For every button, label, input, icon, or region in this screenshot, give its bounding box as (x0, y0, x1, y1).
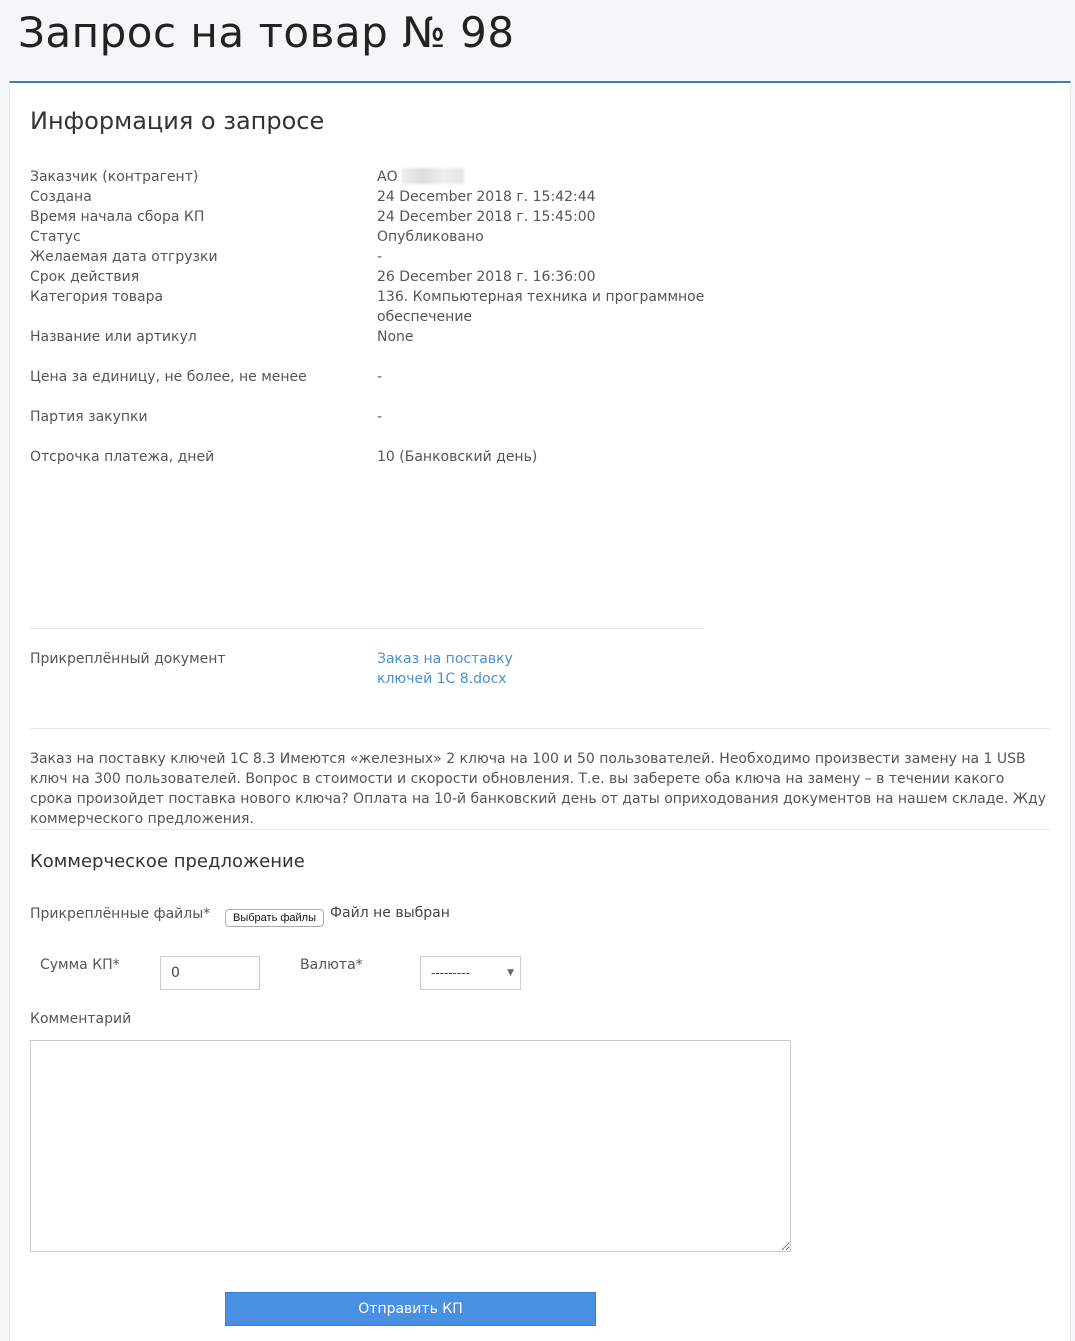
row-label: Желаемая дата отгрузки (30, 249, 218, 265)
row-value: - (377, 409, 383, 425)
attachment-link[interactable]: Заказ на поставку ключей 1С 8.docx (377, 651, 513, 687)
row-label: Статус (30, 229, 81, 245)
row-label: Категория товара (30, 289, 164, 305)
divider (30, 628, 704, 629)
row-value (377, 167, 707, 187)
choose-files-button[interactable]: Выбрать файлы (225, 909, 324, 927)
row-label: Срок действия (30, 269, 140, 285)
request-description: Заказ на поставку ключей 1С 8.3 Имеются «железных» 2 ключа на 100 и 50 пользователей. Необходимо произвести замену на 1 USB ключ на 300 пользователей. Вопрос в стоимости и скорости обновления. Т.е. вы заберете оба ключа на замену – в течении какого срока произойдет поставка нового ключа? Оплата на 10-й банковский день от даты оприходования документов на нашем складе. Жду коммерческого предложения. (30, 751, 1046, 827)
row-value: 24 December 2018 г. 15:45:00 (377, 209, 596, 225)
row-value (377, 649, 517, 689)
row-label: Заказчик (контрагент) (30, 169, 199, 185)
row-label: Прикреплённый документ (30, 651, 226, 667)
row-label: Название или артикул (30, 329, 197, 345)
divider (30, 829, 1050, 830)
divider (30, 728, 1050, 729)
info-section-title: Информация о запросе (30, 107, 325, 135)
row-label: Создана (30, 189, 92, 205)
customer-value: АО (377, 169, 398, 185)
row-value: None (377, 329, 414, 345)
currency-select[interactable] (420, 956, 521, 990)
row-value: 26 December 2018 г. 16:36:00 (377, 269, 596, 285)
row-value: 10 (Банковский день) (377, 449, 538, 465)
request-card (9, 81, 1071, 1341)
row-value: Опубликовано (377, 229, 484, 245)
row-value: - (377, 249, 383, 265)
sum-input[interactable] (160, 956, 260, 990)
comment-textarea[interactable] (30, 1040, 791, 1252)
row-value: - (377, 369, 383, 385)
files-label: Прикреплённые файлы* (30, 906, 211, 922)
row-value: 24 December 2018 г. 15:42:44 (377, 189, 596, 205)
row-label: Партия закупки (30, 409, 148, 425)
row-value: 136. Компьютерная техника и программное обеспечение (377, 289, 705, 325)
currency-selected-value: --------- (431, 966, 470, 980)
currency-label: Валюта* (300, 957, 363, 973)
chevron-down-icon: ▼ (507, 968, 514, 978)
offer-section-title: Коммерческое предложение (30, 851, 305, 872)
comment-label: Комментарий (30, 1011, 132, 1027)
row-label: Цена за единицу, не более, не менее (30, 369, 307, 385)
no-file-text: Файл не выбран (330, 905, 450, 921)
page-header (0, 0, 1075, 80)
submit-offer-button[interactable]: Отправить КП (225, 1292, 596, 1326)
row-label: Отсрочка платежа, дней (30, 449, 215, 465)
row-label: Время начала сбора КП (30, 209, 205, 225)
sum-label: Сумма КП* (40, 957, 120, 973)
redacted-blur (402, 168, 464, 184)
page-title: Запрос на товар № 98 (18, 8, 515, 57)
